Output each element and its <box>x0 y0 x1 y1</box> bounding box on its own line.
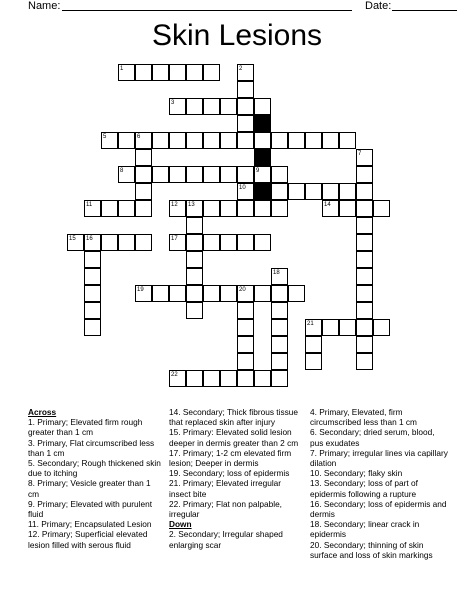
answer-cell[interactable] <box>135 149 152 166</box>
answer-cell[interactable] <box>169 234 186 251</box>
answer-cell[interactable] <box>254 370 271 387</box>
answer-cell[interactable] <box>203 166 220 183</box>
answer-cell[interactable] <box>169 98 186 115</box>
answer-cell[interactable] <box>305 132 322 149</box>
answer-cell[interactable] <box>84 251 101 268</box>
clue-number: 17 <box>171 236 178 242</box>
black-square <box>254 183 271 200</box>
answer-cell[interactable] <box>237 200 254 217</box>
across-heading: Across <box>28 407 57 417</box>
answer-cell[interactable] <box>373 319 390 336</box>
answer-cell[interactable] <box>237 98 254 115</box>
clue-number: 16 <box>86 236 93 242</box>
answer-cell[interactable] <box>118 64 135 81</box>
answer-cell[interactable] <box>254 200 271 217</box>
clue-number: 8 <box>120 168 124 174</box>
clue-number: 1 <box>120 66 124 72</box>
answer-cell[interactable] <box>271 302 288 319</box>
answer-cell[interactable] <box>237 353 254 370</box>
answer-cell[interactable] <box>237 285 254 302</box>
clue-across-8: 8. Primary; Vesicle greater than 1 cm <box>28 478 151 499</box>
date-label: Date: <box>365 0 392 12</box>
clue-down-2: 2. Secondary; Irregular shaped enlarging scar <box>169 529 283 550</box>
answer-cell[interactable] <box>220 234 237 251</box>
answer-cell[interactable] <box>356 251 373 268</box>
clue-across-9: 9. Primary; Elevated with purulent fluid <box>28 498 153 520</box>
answer-cell[interactable] <box>186 251 203 268</box>
clue-number: 22 <box>171 372 178 378</box>
answer-cell[interactable] <box>271 132 288 149</box>
answer-cell[interactable] <box>237 64 254 81</box>
answer-cell[interactable] <box>152 132 169 149</box>
answer-cell[interactable] <box>237 166 254 183</box>
answer-cell[interactable] <box>254 234 271 251</box>
black-square <box>254 149 271 166</box>
answer-cell[interactable] <box>186 217 203 234</box>
answer-cell[interactable] <box>203 98 220 115</box>
answer-cell[interactable] <box>254 166 271 183</box>
answer-cell[interactable] <box>169 64 186 81</box>
answer-cell[interactable] <box>84 285 101 302</box>
clue-number: 3 <box>171 100 175 106</box>
answer-cell[interactable] <box>305 319 322 336</box>
clue-number: 13 <box>188 202 195 208</box>
answer-cell[interactable] <box>356 217 373 234</box>
answer-cell[interactable] <box>135 234 152 251</box>
answer-cell[interactable] <box>237 81 254 98</box>
clue-across-14: 14. Secondary; Thick fibrous tissue that replaced skin after injury <box>169 407 298 428</box>
clue-across-15: 15. Primary: Elevated solid lesion deeper in dermis greater than 2 cm <box>169 427 299 448</box>
answer-cell[interactable] <box>271 200 288 217</box>
answer-cell[interactable] <box>254 285 271 302</box>
answer-cell[interactable] <box>271 268 288 285</box>
clue-across-21: 21. Primary; Elevated irregular insect bite <box>169 478 282 499</box>
answer-cell[interactable] <box>322 200 339 217</box>
down-heading: Down <box>169 519 192 530</box>
answer-cell[interactable] <box>220 166 237 183</box>
answer-cell[interactable] <box>271 319 288 336</box>
answer-cell[interactable] <box>118 166 135 183</box>
clue-down-20: 20. Secondary; thinning of skin surface and loss of skin markings <box>310 539 433 560</box>
answer-cell[interactable] <box>203 132 220 149</box>
clue-down-6: 6. Secondary; dried serum, blood, pus exudates <box>310 427 435 448</box>
answer-cell[interactable] <box>169 132 186 149</box>
answer-cell[interactable] <box>237 319 254 336</box>
answer-cell[interactable] <box>152 166 169 183</box>
answer-cell[interactable] <box>152 285 169 302</box>
answer-cell[interactable] <box>118 200 135 217</box>
answer-cell[interactable] <box>237 183 254 200</box>
clue-number: 2 <box>239 66 243 72</box>
clue-number: 20 <box>239 287 246 293</box>
answer-cell[interactable] <box>288 183 305 200</box>
answer-cell[interactable] <box>101 132 118 149</box>
clue-number: 18 <box>273 270 280 276</box>
answer-cell[interactable] <box>237 115 254 132</box>
clue-number: 12 <box>171 202 178 208</box>
answer-cell[interactable] <box>186 132 203 149</box>
answer-cell[interactable] <box>305 353 322 370</box>
answer-cell[interactable] <box>322 183 339 200</box>
answer-cell[interactable] <box>186 302 203 319</box>
clue-number: 10 <box>239 185 246 191</box>
clue-across-5: 5. Secondary; Rough thickened skin due to itching <box>28 458 161 479</box>
answer-cell[interactable] <box>305 183 322 200</box>
answer-cell[interactable] <box>356 302 373 319</box>
answer-cell[interactable] <box>135 183 152 200</box>
answer-cell[interactable] <box>84 319 101 336</box>
clue-down-13: 13. Secondary; loss of part of epidermis following a rupture <box>310 478 418 499</box>
clue-number: 19 <box>137 287 144 293</box>
answer-cell[interactable] <box>305 336 322 353</box>
clue-number: 15 <box>69 236 76 242</box>
answer-cell[interactable] <box>271 336 288 353</box>
answer-cell[interactable] <box>271 370 288 387</box>
answer-cell[interactable] <box>186 268 203 285</box>
answer-cell[interactable] <box>271 183 288 200</box>
answer-cell[interactable] <box>356 319 373 336</box>
name-label: Name: <box>28 0 61 12</box>
answer-cell[interactable] <box>169 285 186 302</box>
answer-cell[interactable] <box>356 353 373 370</box>
answer-cell[interactable] <box>339 319 356 336</box>
clue-across-1: 1. Primary; Elevated firm rough greater than 1 cm <box>28 417 143 438</box>
answer-cell[interactable] <box>169 166 186 183</box>
answer-cell[interactable] <box>135 166 152 183</box>
answer-cell[interactable] <box>339 132 356 149</box>
answer-cell[interactable] <box>67 234 84 251</box>
answer-cell[interactable] <box>271 353 288 370</box>
answer-cell[interactable] <box>186 166 203 183</box>
answer-cell[interactable] <box>203 234 220 251</box>
answer-cell[interactable] <box>186 285 203 302</box>
answer-cell[interactable] <box>118 234 135 251</box>
answer-cell[interactable] <box>356 285 373 302</box>
answer-cell[interactable] <box>220 132 237 149</box>
puzzle-title: Skin Lesions <box>151 19 323 52</box>
clue-number: 6 <box>137 134 141 140</box>
answer-cell[interactable] <box>186 98 203 115</box>
answer-cell[interactable] <box>356 149 373 166</box>
answer-cell[interactable] <box>84 302 101 319</box>
answer-cell[interactable] <box>135 285 152 302</box>
clue-number: 11 <box>86 202 93 208</box>
answer-cell[interactable] <box>322 132 339 149</box>
answer-cell[interactable] <box>186 64 203 81</box>
clue-across-11: 11. Primary; Encapsulated Lesion <box>28 519 152 530</box>
answer-cell[interactable] <box>237 234 254 251</box>
answer-cell[interactable] <box>356 336 373 353</box>
clue-down-7: 7. Primary; irregular lines via capillary dilation <box>310 447 448 469</box>
answer-cell[interactable] <box>254 98 271 115</box>
answer-cell[interactable] <box>237 336 254 353</box>
answer-cell[interactable] <box>220 285 237 302</box>
answer-cell[interactable] <box>339 200 356 217</box>
answer-cell[interactable] <box>203 370 220 387</box>
answer-cell[interactable] <box>118 132 135 149</box>
answer-cell[interactable] <box>373 200 390 217</box>
answer-cell[interactable] <box>356 166 373 183</box>
clue-number: 9 <box>256 168 260 174</box>
clue-across-19: 19. Secondary; loss of epidermis <box>169 468 290 479</box>
clue-across-22: 22. Primary; Flat non palpable, irregular <box>169 498 282 520</box>
answer-cell[interactable] <box>101 234 118 251</box>
clue-down-16: 16. Secondary; loss of epidermis and dermis <box>310 498 447 520</box>
answer-cell[interactable] <box>220 98 237 115</box>
answer-cell[interactable] <box>237 132 254 149</box>
answer-cell[interactable] <box>186 234 203 251</box>
answer-cell[interactable] <box>135 132 152 149</box>
answer-cell[interactable] <box>203 200 220 217</box>
clue-column-1 <box>28 407 163 550</box>
answer-cell[interactable] <box>237 370 254 387</box>
answer-cell[interactable] <box>339 183 356 200</box>
clue-across-17: 17. Primary; 1-2 cm elevated firm lesion; Deeper in dermis <box>169 447 292 469</box>
clue-number: 5 <box>103 134 107 140</box>
answer-cell[interactable] <box>288 285 305 302</box>
clue-number: 14 <box>324 202 331 208</box>
answer-cell[interactable] <box>237 302 254 319</box>
answer-cell[interactable] <box>186 370 203 387</box>
clue-number: 21 <box>307 321 314 327</box>
answer-cell[interactable] <box>254 132 271 149</box>
answer-cell[interactable] <box>101 200 118 217</box>
answer-cell[interactable] <box>356 200 373 217</box>
answer-cell[interactable] <box>135 64 152 81</box>
answer-cell[interactable] <box>220 200 237 217</box>
answer-cell[interactable] <box>152 64 169 81</box>
answer-cell[interactable] <box>356 183 373 200</box>
clue-down-10: 10. Secondary; flaky skin <box>310 468 403 479</box>
answer-cell[interactable] <box>356 268 373 285</box>
clue-column-2 <box>169 407 304 550</box>
clue-across-12: 12. Primary; Superficial elevated lesion filled with serous fluid <box>28 529 148 550</box>
answer-cell[interactable] <box>203 285 220 302</box>
answer-cell[interactable] <box>84 268 101 285</box>
answer-cell[interactable] <box>84 200 101 217</box>
answer-cell[interactable] <box>84 234 101 251</box>
clue-down-4: 4. Primary, Elevated, firm circumscribed less than 1 cm <box>310 407 417 428</box>
answer-cell[interactable] <box>169 370 186 387</box>
answer-cell[interactable] <box>288 132 305 149</box>
answer-cell[interactable] <box>203 64 220 81</box>
answer-cell[interactable] <box>356 234 373 251</box>
answer-cell[interactable] <box>169 200 186 217</box>
black-square <box>254 115 271 132</box>
clue-column-3 <box>310 407 450 560</box>
clue-number: 7 <box>358 151 362 157</box>
answer-cell[interactable] <box>271 285 288 302</box>
answer-cell[interactable] <box>135 200 152 217</box>
answer-cell[interactable] <box>271 166 288 183</box>
answer-cell[interactable] <box>220 370 237 387</box>
answer-cell[interactable] <box>186 200 203 217</box>
clue-down-18: 18. Secondary; linear crack in epidermis <box>310 519 420 540</box>
answer-cell[interactable] <box>322 319 339 336</box>
clue-across-3: 3. Primary, Flat circumscribed less than 1 cm <box>28 437 155 458</box>
